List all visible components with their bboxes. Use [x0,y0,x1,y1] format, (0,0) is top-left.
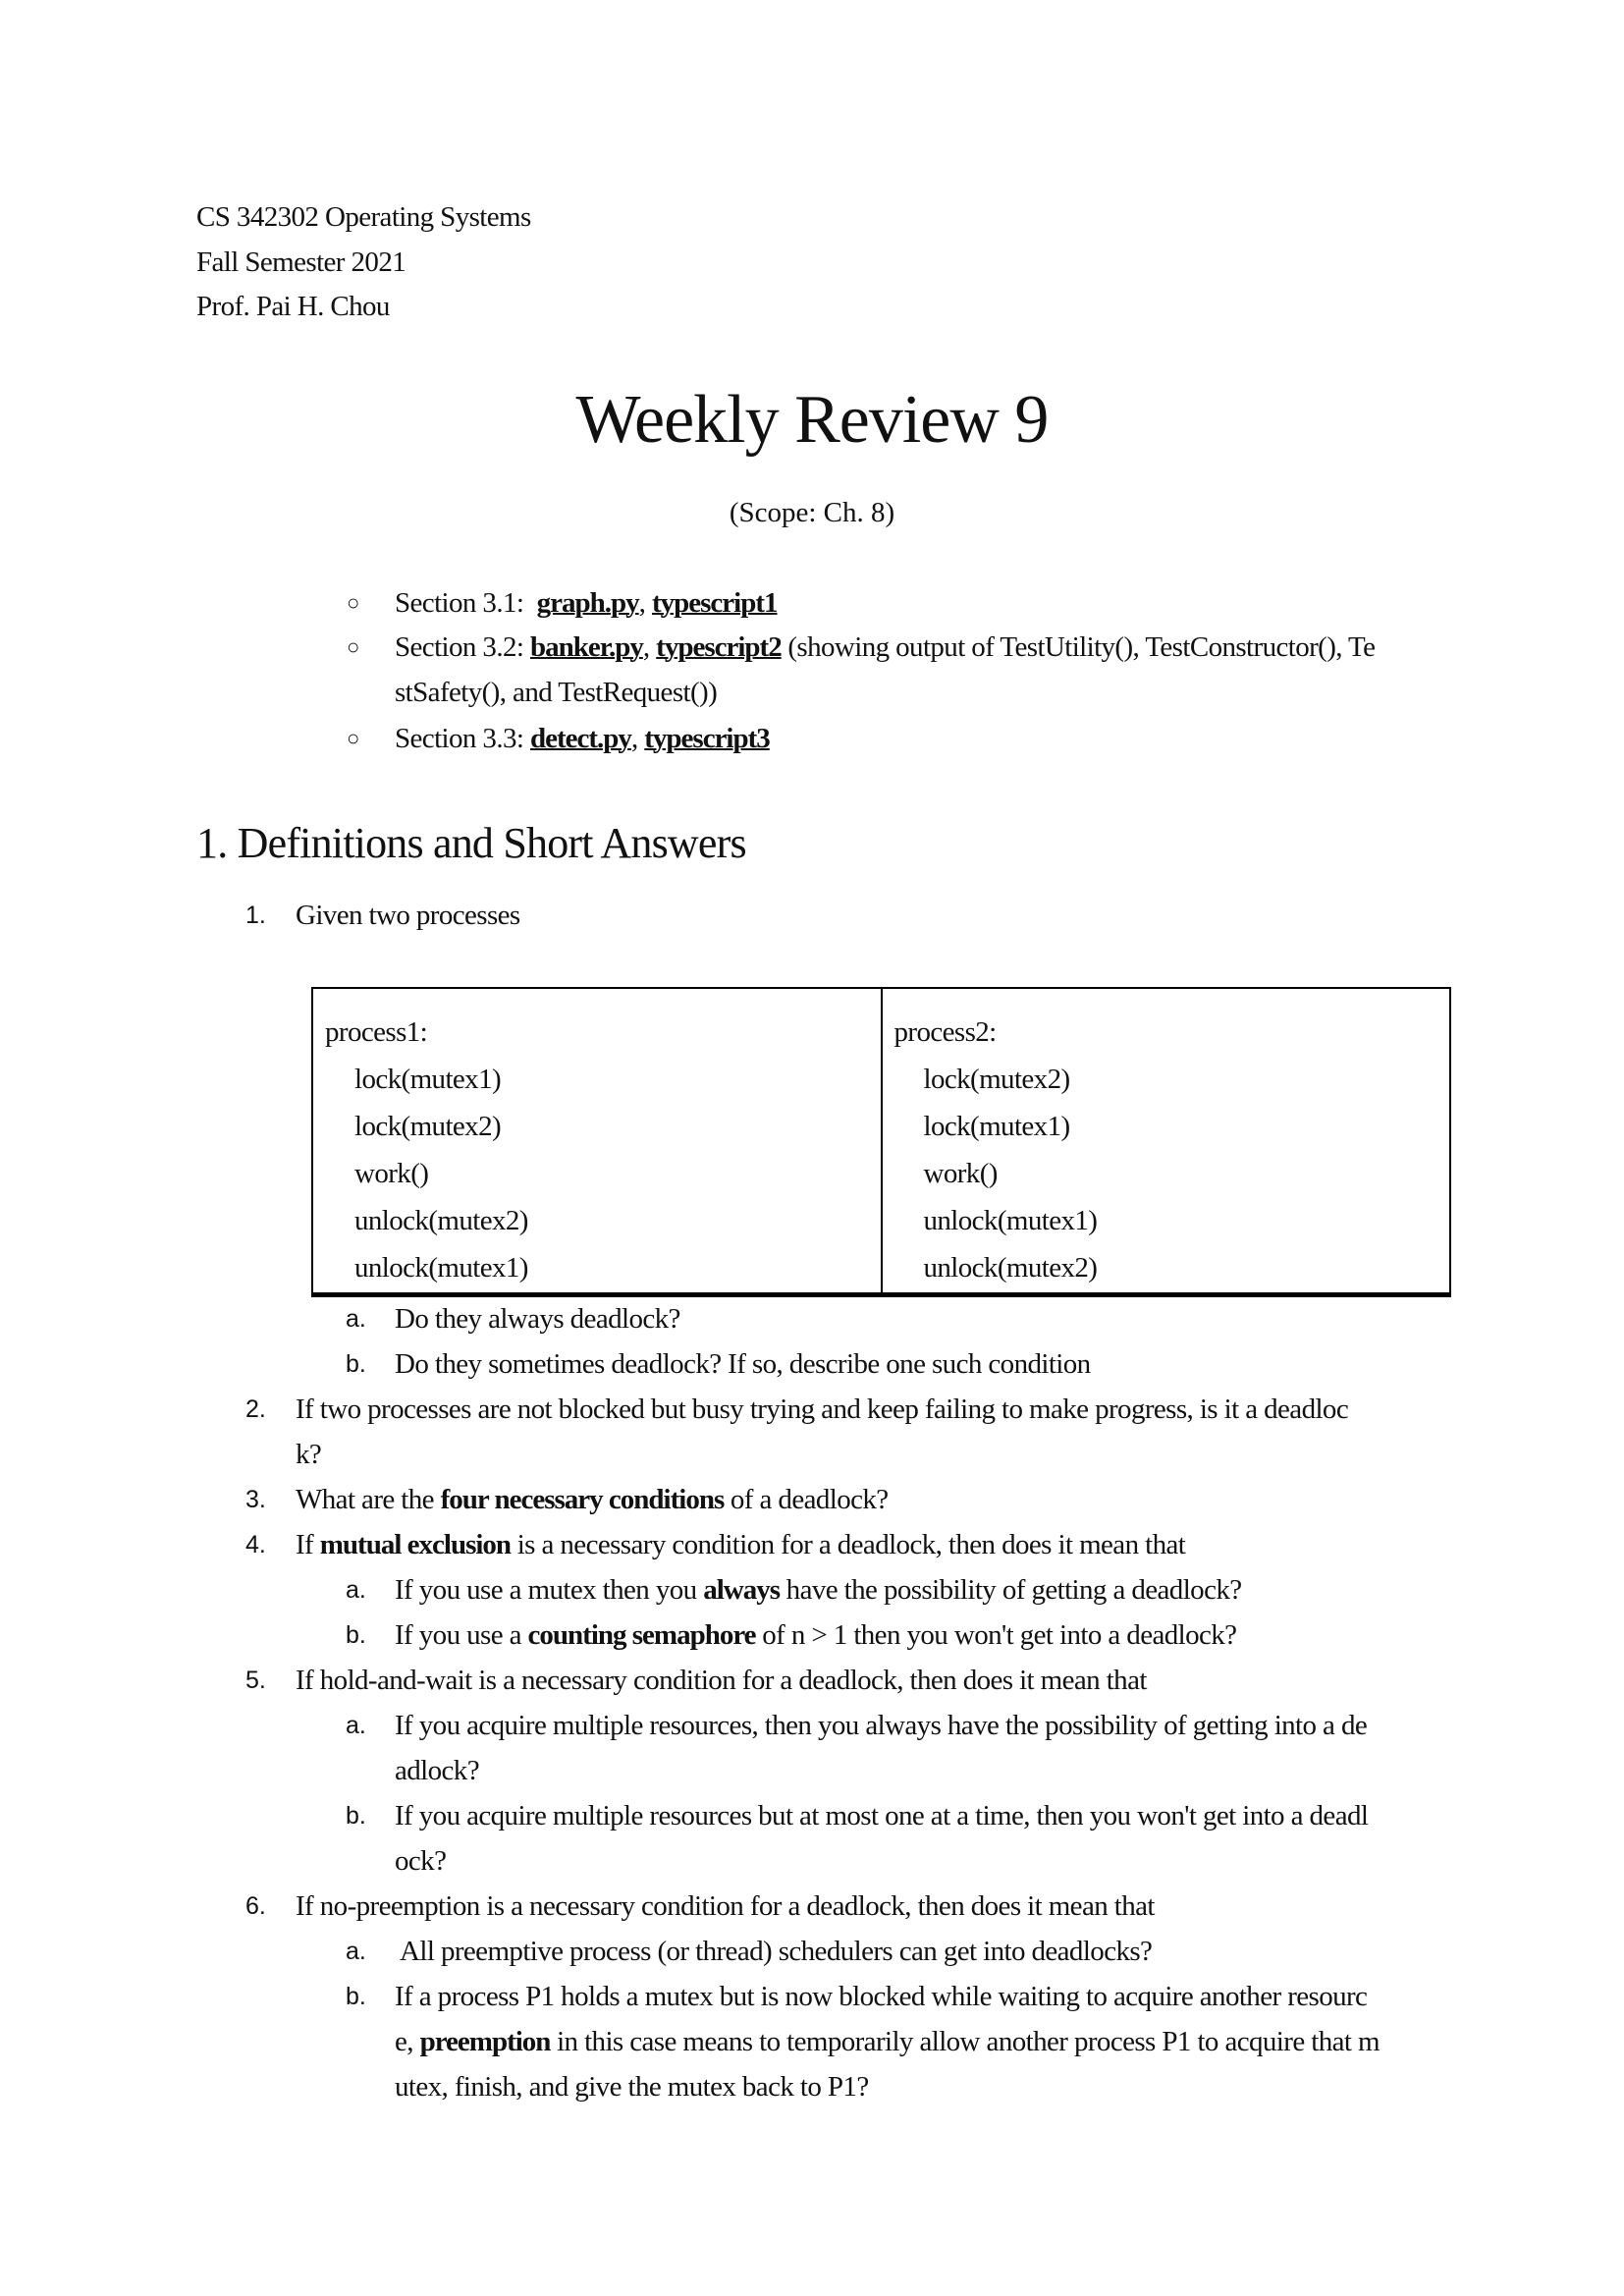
subquestion-text: If a process P1 holds a mutex but is now blocked while waiting to acquire another resourc [395,1981,1368,2012]
code-line: unlock(mutex1) [354,1252,528,1284]
code-line: lock(mutex2) [354,1111,502,1142]
link-graph-py[interactable]: graph.py [536,587,639,619]
bullet-item [395,722,770,755]
code-line: lock(mutex1) [923,1111,1070,1142]
emphasis: four necessary conditions [440,1484,725,1515]
bullet-label: Section 3.3: [395,723,530,754]
code-line: lock(mutex1) [354,1064,502,1095]
bullet-label: Section 3.2: [395,631,530,663]
subquestion-text: Do they always deadlock? [395,1303,680,1335]
code-line: work() [923,1158,998,1189]
bullet-item [395,630,1375,664]
section-number: 1. [196,819,228,867]
subquestion-letter: a. [346,1305,366,1333]
subquestion-letter: b. [346,1350,366,1378]
question-number: 4. [245,1531,266,1558]
question-text-cont: k? [296,1439,322,1470]
process-table [311,987,1451,1297]
subquestion-text [395,1618,1236,1652]
scope: (Scope: Ch. 8) [729,497,895,528]
question-text: If hold-and-wait is a necessary condition for a deadlock, then does it mean that [296,1665,1147,1696]
code-line: process2: [893,1016,997,1048]
bullet-icon: ○ [347,590,360,615]
separator: , [630,723,645,754]
section-title: Definitions and Short Answers [237,819,746,867]
code-line: unlock(mutex2) [923,1252,1098,1284]
emphasis: preemption [419,2026,551,2057]
question-text [296,1528,1185,1561]
link-typescript3[interactable]: typescript3 [644,723,770,754]
text: What are the [296,1484,441,1515]
question-text: Given two processes [296,900,520,931]
link-detect-py[interactable]: detect.py [530,723,631,754]
code-line: process1: [325,1016,428,1048]
question-text: If no-preemption is a necessary condition for a deadlock, then does it mean that [296,1890,1155,1922]
text: If you use a mutex then you [395,1574,704,1606]
emphasis: mutual exclusion [319,1529,512,1560]
subquestion-text: Do they sometimes deadlock? If so, describe one such condition [395,1348,1091,1380]
subquestion-text [395,1573,1242,1607]
code-line: unlock(mutex1) [923,1205,1098,1236]
semester: Fall Semester 2021 [196,246,406,278]
subquestion-text: If you acquire multiple resources, then you always have the possibility of getting into a de [395,1710,1368,1741]
subquestion-text-cont: ock? [395,1845,447,1877]
subquestion-text-cont [395,2025,1380,2058]
bullet-icon: ○ [347,634,360,659]
question-number: 2. [245,1395,266,1423]
text: If you use a [395,1619,528,1651]
bullet-description: (showing output of TestUtility(), TestConstructor(), Te [781,631,1376,663]
emphasis: counting semaphore [527,1619,756,1651]
subquestion-text: All preemptive process (or thread) schedulers can get into deadlocks? [395,1936,1153,1967]
link-banker-py[interactable]: banker.py [530,631,643,663]
code-line: unlock(mutex2) [354,1205,528,1236]
question-number: 6. [245,1892,266,1920]
code-line: work() [354,1158,429,1189]
question-text: If two processes are not blocked but busy trying and keep failing to make progress, is it a deadloc [296,1394,1349,1425]
bullet-icon: ○ [347,726,360,750]
bullet-label: Section 3.1: [395,587,537,619]
subquestion-letter: b. [346,1802,366,1830]
subquestion-text-cont: adlock? [395,1755,479,1786]
link-typescript2[interactable]: typescript2 [656,631,782,663]
subquestion-letter: b. [346,1621,366,1649]
separator: , [638,587,652,619]
text: is a necessary condition for a deadlock, then does it mean that [511,1529,1186,1560]
subquestion-letter: a. [346,1938,366,1965]
professor: Prof. Pai H. Chou [196,291,390,322]
text: e, [395,2026,420,2057]
question-text [296,1483,889,1516]
process1-code [312,988,882,1295]
page-title: Weekly Review 9 [575,382,1049,458]
subquestion-letter: b. [346,1983,366,2010]
text: in this case means to temporarily allow another process P1 to acquire that m [550,2026,1380,2057]
question-number: 1. [245,902,266,929]
subquestion-letter: a. [346,1712,366,1739]
process2-code [882,988,1451,1295]
text: If [296,1529,320,1560]
text: of a deadlock? [724,1484,889,1515]
subquestion-letter: a. [346,1576,366,1604]
separator: , [642,631,657,663]
code-line: lock(mutex2) [923,1064,1070,1095]
subquestion-text: If you acquire multiple resources but at most one at a time, then you won't get into a deadl [395,1800,1369,1831]
text: have the possibility of getting a deadlock? [780,1574,1242,1606]
section-heading [196,819,746,868]
question-number: 5. [245,1667,266,1694]
bullet-continuation: stSafety(), and TestRequest()) [395,677,718,708]
question-number: 3. [245,1486,266,1513]
text: of n > 1 then you won't get into a deadlock? [755,1619,1237,1651]
link-typescript1[interactable]: typescript1 [651,587,778,619]
course-name: CS 342302 Operating Systems [196,201,531,233]
subquestion-text-cont: utex, finish, and give the mutex back to P1? [395,2071,869,2103]
bullet-item [395,586,778,620]
emphasis: always [703,1574,781,1606]
